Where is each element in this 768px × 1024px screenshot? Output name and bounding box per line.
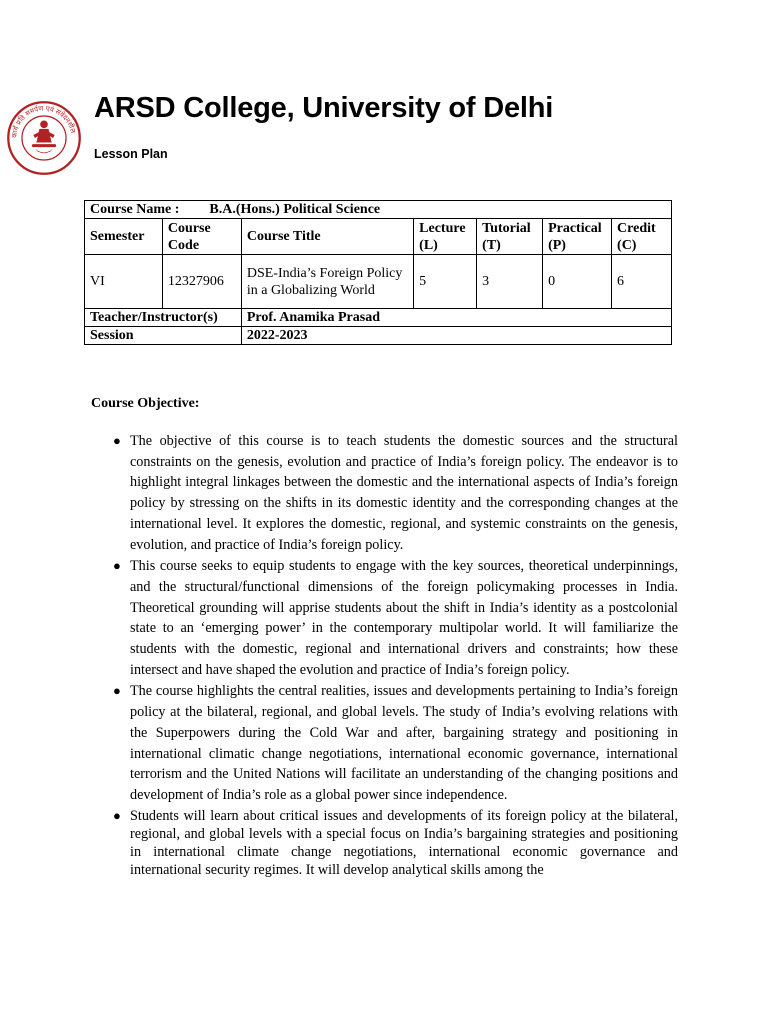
objective-item [113,807,678,879]
bullet-icon: ● [113,683,121,699]
course-name-value: B.A.(Hons.) Political Science [209,202,381,217]
semester-header: Semester [85,219,163,255]
course-name-row [85,201,672,219]
objective-text: The course highlights the central realities, issues and developments pertaining to India’s foreign policy at the bilateral, regional, and global levels. The study of India’s evolving relations with the Superpowers during the Cold War and after, bargaining strategy and positioning in international climatic change negotiations, international economic governance, international terrorism and the United Nations will facilitate an understanding of the changing positions and development of India’s role as a global power since independence. [130,683,678,803]
semester-value: VI [85,255,163,309]
tutorial-header: Tutorial (T) [477,219,543,255]
course-name-label: Course Name : [90,202,180,217]
credit-header: Credit (C) [612,219,672,255]
practical-header: Practical (P) [543,219,612,255]
tutorial-value: 3 [477,255,543,309]
objective-item [113,431,678,555]
lecture-value: 5 [414,255,477,309]
course-code-value: 12327906 [162,255,241,309]
objective-item [113,556,678,680]
objective-item [113,681,678,805]
instructor-value: Prof. Anamika Prasad [241,309,671,327]
session-value: 2022-2023 [241,327,671,345]
objective-text: This course seeks to equip students to engage with the key sources, theoretical underpinnings, and the structural/functional dimensions of the foreign policymaking processes in India. Theoretical grounding will apprise students about the shift in India’s identity as a postcolonial state to an ‘emerging power’ in the contemporary multipolar world. It will familiarize the students with the domestic, regional and international drivers and constraints; how these intersect and have shaped the evolution and practice of India’s foreign policy. [130,558,678,678]
course-title-value: DSE-India’s Foreign Policy in a Globalizing World [241,255,413,309]
bullet-icon: ● [113,558,121,574]
practical-value: 0 [543,255,612,309]
objectives-list [113,431,678,880]
credit-value: 6 [612,255,672,309]
document-type-label: Lesson Plan [94,147,168,161]
seal-text: कार्यं प्रति समर्पण एवं संवेदनशील [10,104,77,139]
lecture-header: Lecture (L) [414,219,477,255]
objective-text: The objective of this course is to teach students the domestic sources and the structural constraints on the genesis, evolution and practice of India’s foreign policy. The endeavor is to highlight integral linkages between the domestic and the international aspects of India’s foreign policy by stressing on the shifts in its domestic identity and the corresponding changes at the international level. It explores the domestic, regional, and systemic constraints on the genesis, evolution, and practice of India’s foreign policy. [130,433,678,553]
college-title: ARSD College, University of Delhi [94,92,554,124]
college-seal-icon [6,100,82,176]
instructor-label: Teacher/Instructor(s) [85,309,242,327]
bullet-icon: ● [113,807,121,823]
session-label: Session [85,327,242,345]
bullet-icon: ● [113,433,121,448]
objective-text: Students will learn about critical issues and developments of its foreign policy at the bilateral, regional, and global levels with a special focus on India’s bargaining strategies and positioning in international climate change negotiations, international economic governance and international security regimes. It will develop analytical skills among the [130,807,678,878]
course-code-header: Course Code [162,219,241,255]
course-title-header: Course Title [241,219,413,255]
course-details-table [84,200,672,345]
course-objective-heading: Course Objective: [91,396,200,411]
